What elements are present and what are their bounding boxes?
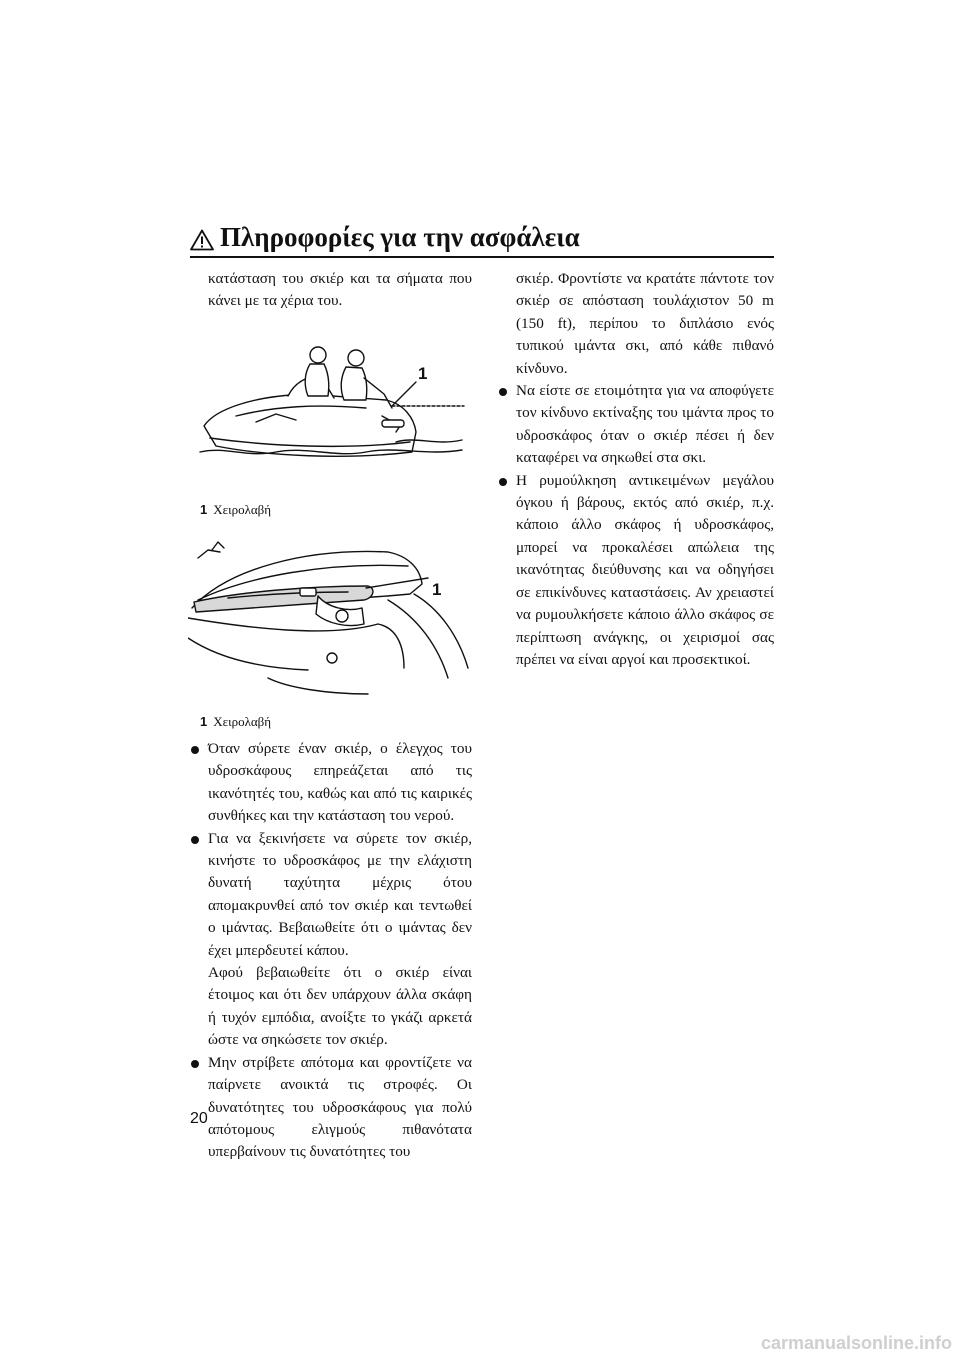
bullet-icon: [191, 836, 199, 844]
right-bullet-2-text: Η ρυμούλκηση αντικειμένων μεγάλου όγκου ή βάρους, εκτός από σκιέρ, π.χ. κάποιο άλλο σκάφος ή υδροσκάφος, μπορεί να προκαλέσει απώλεια της ικανότητας διεύθυνσης και να οδηγήσει σε επικίνδυνες καταστάσεις. Αν χρειαστεί να ρυμουλκήσετε κάποιο άλλο σκάφος σε περίπτωση ανάγκης, οι χειρισμοί σας πρέπει να είναι αργοί και προσεκτικοί.: [516, 471, 774, 668]
right-bullet-1-text: Να είστε σε ετοιμότητα για να αποφύγετε τον κίνδυνο εκτίναξης του ιμάντα προς το υδροσκάφος όταν ο σκιέρ πέσει ή δεν καταφέρει να σηκωθεί στα σκι.: [516, 382, 774, 467]
footer-watermark: carmanualsonline.info: [760, 1333, 952, 1353]
figure-handle-closeup: [188, 528, 472, 703]
figure1-callout-number: 1: [418, 364, 428, 383]
figure1-caption-number: 1: [200, 502, 208, 517]
bullet-icon: [499, 478, 507, 486]
left-intro-paragraph: κατάσταση του σκιέρ και τα σήματα που κάνει με τα χέρια του.: [208, 270, 472, 310]
figure2-caption-text: Χειρολαβή: [213, 714, 272, 729]
right-intro-paragraph: σκιέρ. Φροντίστε να κρατάτε πάντοτε τον σκιέρ σε απόσταση τουλάχιστον 50 m (150 ft), περίπου το διπλάσιο ενός τυπικού ιμάντα σκι, από κάθε πιθανό κίνδυνο.: [516, 270, 774, 377]
figure2-caption-number: 1: [200, 714, 208, 729]
right-column: [498, 268, 774, 671]
left-bullet-3-text: Μην στρίβετε απότομα και φροντίζετε να παίρνετε ανοικτά τις στροφές. Οι δυνατότητες του υδροσκάφους για πολύ απότομους ελιγμούς πιθανότατα υπερβαίνουν τις δυνατότητες του: [208, 1053, 472, 1161]
bullet-icon: [499, 388, 507, 396]
left-bullet-item: [190, 828, 472, 962]
left-bullet-list: [190, 738, 472, 1164]
left-bullet-item: [190, 1052, 472, 1164]
left-bullet-item: [190, 738, 472, 828]
left-bullet-1-text: Όταν σύρετε έναν σκιέρ, ο έλεγχος του υδροσκάφους επηρεάζεται από τις ικανότητές του, καθώς και από τις καιρικές συνθήκες και την κατάσταση του νερού.: [208, 740, 472, 825]
page-header: [190, 222, 774, 258]
left-bullet-2-continuation: Αφού βεβαιωθείτε ότι ο σκιέρ είναι έτοιμος και ότι δεν υπάρχουν άλλα σκάφη ή τυχόν εμπόδια, ανοίξτε το γκάζι αρκετά ώστε να σηκώσετε τον σκιέρ.: [208, 964, 472, 1049]
figure-watercraft-riders: [196, 334, 472, 474]
header-rule: [190, 256, 774, 258]
bullet-icon: [191, 1060, 199, 1068]
watercraft-riders-illustration: [196, 334, 472, 474]
page-title: Πληροφορίες για την ασφάλεια: [220, 222, 580, 252]
right-bullet-item: [498, 380, 774, 470]
left-column: [190, 268, 472, 313]
figure1-caption: [200, 502, 271, 518]
handle-closeup-illustration: [188, 528, 472, 703]
figure1-caption-text: Χειρολαβή: [213, 502, 272, 517]
left-bullet-2-text: Για να ξεκινήσετε να σύρετε τον σκιέρ, κινήστε το υδροσκάφος με την ελάχιστη δυνατή ταχύτητα μέχρις ότου απομακρυνθεί από τον σκιέρ και τεντωθεί ο ιμάντας. Βεβαιωθείτε ότι ο ιμάντας δεν έχει μπερδευτεί κάπου.: [208, 829, 472, 959]
bullet-icon: [191, 746, 199, 754]
figure2-caption: [200, 714, 271, 730]
figure2-callout-number: 1: [432, 580, 442, 599]
page-number: 20: [190, 1110, 208, 1127]
warning-triangle-icon: [190, 229, 214, 251]
right-bullet-item: [498, 470, 774, 672]
